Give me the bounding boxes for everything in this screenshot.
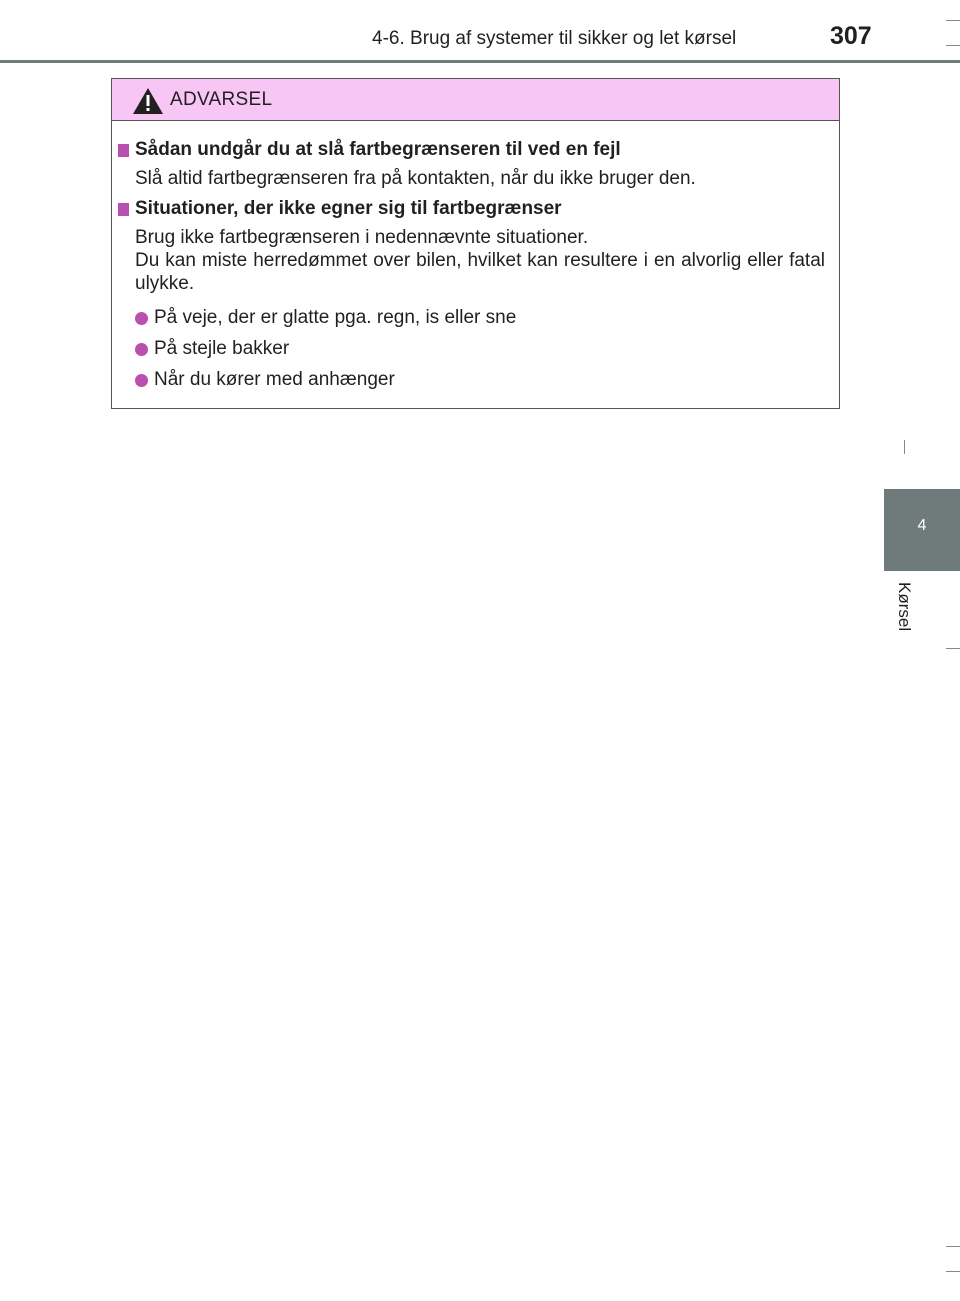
list-item bbox=[135, 367, 825, 393]
section-heading bbox=[118, 196, 825, 222]
list-item-text: På veje, der er glatte pga. regn, is eller sne bbox=[154, 307, 517, 328]
circle-bullet-icon bbox=[135, 312, 148, 325]
list-item-text: På stejle bakker bbox=[154, 338, 290, 359]
section-title: 4-6. Brug af systemer til sikker og let kørsel bbox=[372, 28, 737, 49]
section-heading-text: Situationer, der ikke egner sig til fartbegrænser bbox=[135, 198, 562, 219]
chapter-number: 4 bbox=[917, 517, 927, 534]
section-heading-text: Sådan undgår du at slå fartbegrænseren til ved en fejl bbox=[135, 139, 621, 160]
warning-box bbox=[111, 78, 840, 409]
warning-triangle-icon bbox=[132, 87, 164, 115]
header-rule bbox=[0, 60, 960, 63]
crop-mark bbox=[946, 1246, 960, 1247]
crop-mark bbox=[946, 648, 960, 649]
crop-mark bbox=[946, 45, 960, 46]
page-number: 307 bbox=[830, 22, 872, 50]
chapter-label: Kørsel bbox=[895, 582, 914, 632]
section-paragraph: Brug ikke fartbegrænseren i nedennævnte situationer. bbox=[135, 227, 589, 248]
chapter-tab bbox=[884, 489, 960, 571]
warning-body bbox=[112, 121, 839, 393]
warning-title: ADVARSEL bbox=[170, 89, 273, 110]
list-item bbox=[135, 336, 825, 362]
circle-bullet-icon bbox=[135, 343, 148, 356]
section-paragraph: Slå altid fartbegrænseren fra på kontakten, når du ikke bruger den. bbox=[135, 168, 696, 189]
warning-header bbox=[112, 79, 839, 121]
crop-mark bbox=[904, 440, 905, 454]
section-paragraph: Du kan miste herredømmet over bilen, hvilket kan resultere i en alvorlig eller fatal ulykke. bbox=[135, 250, 825, 294]
section-heading bbox=[118, 137, 825, 163]
circle-bullet-icon bbox=[135, 374, 148, 387]
square-bullet-icon bbox=[118, 203, 129, 216]
crop-mark bbox=[946, 1271, 960, 1272]
situation-list bbox=[135, 305, 825, 393]
square-bullet-icon bbox=[118, 144, 129, 157]
crop-mark bbox=[946, 20, 960, 21]
list-item bbox=[135, 305, 825, 331]
list-item-text: Når du kører med anhænger bbox=[154, 369, 395, 390]
